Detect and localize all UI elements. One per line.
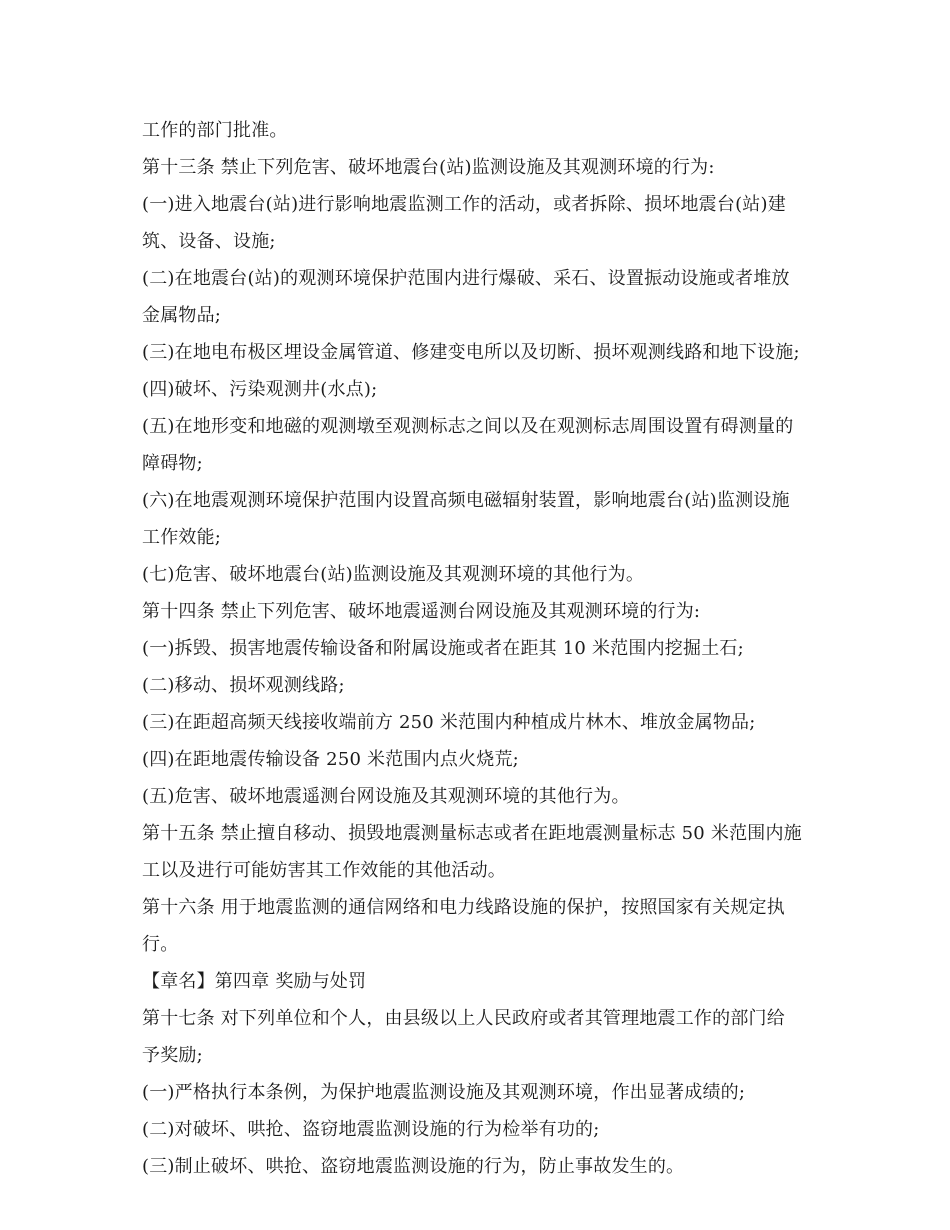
text-line: (五)在地形变和地磁的观测墩至观测标志之间以及在观测标志周围设置有碍测量的 bbox=[142, 416, 794, 437]
text-line: (四)在距地震传输设备 250 米范围内点火烧荒; bbox=[142, 749, 519, 770]
chapter-title-line: 【章名】第四章 奖励与处罚 bbox=[142, 971, 367, 992]
text-line: (三)制止破坏、哄抢、盗窃地震监测设施的行为，防止事故发生的。 bbox=[142, 1156, 685, 1177]
article-heading-line: 第十五条 禁止擅自移动、损毁地震测量标志或者在距地震测量标志 50 米范围内施 bbox=[142, 823, 802, 844]
text-line: (二)对破坏、哄抢、盗窃地震监测设施的行为检举有功的; bbox=[142, 1119, 600, 1140]
article-heading-line: 第十六条 用于地震监测的通信网络和电力线路设施的保护，按照国家有关规定执 bbox=[142, 897, 785, 918]
text-line: (一)拆毁、损害地震传输设备和附属设施或者在距其 10 米范围内挖掘土石; bbox=[142, 638, 744, 659]
text-line: (三)在地电布极区埋设金属管道、修建变电所以及切断、损坏观测线路和地下设施; bbox=[142, 342, 800, 363]
text-line: (三)在距超高频天线接收端前方 250 米范围内种植成片林木、堆放金属物品; bbox=[142, 712, 756, 733]
text-line: (一)进入地震台(站)进行影响地震监测工作的活动，或者拆除、损坏地震台(站)建 bbox=[142, 194, 786, 215]
text-line: (六)在地震观测环境保护范围内设置高频电磁辐射装置，影响地震台(站)监测设施 bbox=[142, 490, 790, 511]
text-line: 工作的部门批准。 bbox=[142, 120, 288, 141]
document-body bbox=[142, 112, 832, 1185]
text-line: 工以及进行可能妨害其工作效能的其他活动。 bbox=[142, 860, 506, 881]
text-line: 工作效能; bbox=[142, 527, 222, 548]
text-line: (七)危害、破坏地震台(站)监测设施及其观测环境的其他行为。 bbox=[142, 564, 645, 585]
text-line: (五)危害、破坏地震遥测台网设施及其观测环境的其他行为。 bbox=[142, 786, 630, 807]
text-line: (二)在地震台(站)的观测环境保护范围内进行爆破、采石、设置振动设施或者堆放 bbox=[142, 268, 790, 289]
article-heading-line: 第十七条 对下列单位和个人，由县级以上人民政府或者其管理地震工作的部门给 bbox=[142, 1008, 785, 1029]
text-line: 障碍物; bbox=[142, 453, 203, 474]
text-line: 予奖励; bbox=[142, 1045, 203, 1066]
article-heading-line: 第十四条 禁止下列危害、破坏地震遥测台网设施及其观测环境的行为: bbox=[142, 601, 701, 622]
text-line: 金属物品; bbox=[142, 305, 222, 326]
text-line: (四)破坏、污染观测井(水点); bbox=[142, 379, 378, 400]
text-line: (一)严格执行本条例，为保护地震监测设施及其观测环境，作出显著成绩的; bbox=[142, 1082, 746, 1103]
article-heading-line: 第十三条 禁止下列危害、破坏地震台(站)监测设施及其观测环境的行为: bbox=[142, 157, 715, 178]
text-line: 行。 bbox=[142, 934, 179, 955]
text-line: 筑、设备、设施; bbox=[142, 231, 276, 252]
text-line: (二)移动、损坏观测线路; bbox=[142, 675, 345, 696]
